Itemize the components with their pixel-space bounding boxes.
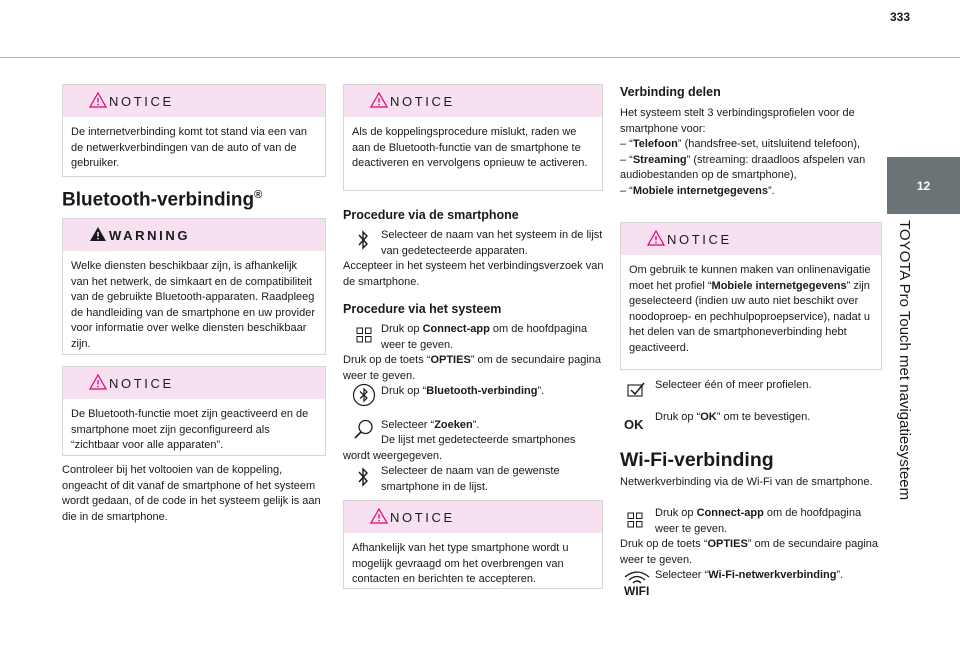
registered-mark: ® — [254, 189, 263, 201]
notice-box — [62, 84, 326, 177]
step-text: Selecteer de naam van de gewenste smartphone in de lijst. — [381, 465, 560, 493]
bluetooth-icon — [357, 229, 369, 251]
warning-triangle-icon — [89, 92, 107, 108]
checkbox-select-icon — [626, 380, 646, 400]
bluetooth-icon — [357, 466, 369, 488]
page-number: 333 — [889, 10, 911, 24]
step-text: Selecteer “Wi-Fi-netwerkverbinding”. — [655, 569, 844, 581]
profile-item: – “Streaming” (streaming: draadloos afspelen van audiobestanden op de smartphone), — [620, 153, 866, 182]
notice-text: Als de koppelingsprocedure mislukt, raden we aan de Bluetooth-functie van de smartphone te deactiveren en vervolgens opnieuw te activeren. — [352, 126, 588, 170]
step-text: Druk op Connect-app om de hoofdpagina weer te geven. — [381, 323, 588, 351]
step-text: Druk op “OK” om te bevestigen. — [655, 411, 811, 423]
ok-icon: OK — [624, 417, 644, 432]
warning-triangle-icon — [370, 92, 388, 108]
chapter-tab[interactable] — [887, 157, 960, 214]
wifi-icon — [623, 570, 651, 584]
step-text: Druk op Connect-app om de hoofdpagina weer te geven. — [655, 507, 862, 535]
step-text: Druk op “Bluetooth-verbinding”. — [381, 385, 545, 397]
warning-text: Welke diensten beschikbaar zijn, is afhankelijk van het netwerk, de simkaart en de compatibiliteit van de gebruikte Bluetooth-apparaten. Raadpleeg de handleiding van de smartphone en uw provider voor informatie over welke diensten beschikbaar zijn. — [71, 260, 315, 350]
step-text: Druk op de toets “OPTIES” om de secundaire pagina weer te geven. — [620, 538, 879, 566]
profile-item: – “Telefoon” (handsfree-set, uitsluitend telefoon), — [620, 138, 861, 151]
bluetooth-circle-icon — [352, 383, 376, 407]
notice-box — [343, 84, 603, 191]
paragraph: Controleer bij het voltooien van de koppeling, ongeacht of dit vanaf de smartphone of het systeem wordt gedaan, of de code in het systeem gelijk is aan die in de smartphone. — [62, 464, 321, 523]
notice-text: De Bluetooth-functie moet zijn geactiveerd en de smartphone moet zijn geconfigureerd als “zichtbaar voor alle apparaten”. — [71, 408, 309, 452]
step-text: De lijst met gedetecteerde smartphones wordt weergegeven. — [343, 434, 576, 462]
notice-box — [62, 366, 326, 456]
subsection-heading: Verbinding delen — [620, 85, 721, 99]
step-text: Druk op de toets “OPTIES” om de secundaire pagina weer te geven. — [343, 354, 602, 382]
notice-text: De internetverbinding komt tot stand via een van de netwerkverbindingen van de auto of van de gebruiker. — [71, 126, 308, 170]
warning-triangle-icon — [89, 226, 107, 242]
warning-triangle-icon — [89, 374, 107, 390]
step-text: Selecteer “Zoeken”. — [381, 419, 480, 431]
chapter-title: TOYOTA Pro Touch met navigatiesysteem — [896, 220, 913, 501]
chapter-number: 12 — [916, 178, 931, 193]
paragraph — [620, 106, 882, 200]
step-text: Accepteer in het systeem het verbindingsverzoek van de smartphone. — [343, 260, 604, 288]
notice-label: NOTICE — [109, 375, 174, 391]
section-heading: Wi-Fi-verbinding — [620, 449, 774, 471]
section-heading: Bluetooth-verbinding® — [62, 189, 263, 211]
subsection-heading: Procedure via het systeem — [343, 302, 502, 316]
share-intro: Het systeem stelt 3 verbindingsprofielen voor de smartphone voor: — [620, 107, 855, 135]
notice-box — [343, 500, 603, 589]
notice-box — [620, 222, 882, 370]
notice-label: NOTICE — [390, 509, 455, 525]
notice-text: Afhankelijk van het type smartphone wordt u mogelijk gevraagd om het overbrengen van contacten en berichten te accepteren. — [352, 542, 569, 586]
warning-label: WARNING — [109, 227, 191, 243]
wifi-icon-label: WIFI — [624, 584, 650, 598]
apps-grid-icon — [356, 327, 372, 343]
warning-box — [62, 218, 326, 355]
header-divider — [0, 57, 960, 58]
warning-triangle-icon — [370, 508, 388, 524]
profile-item: – “Mobiele internetgegevens”. — [620, 184, 775, 197]
notice-label: NOTICE — [390, 93, 455, 109]
notice-label: NOTICE — [667, 231, 732, 247]
paragraph: Netwerkverbinding via de Wi-Fi van de smartphone. — [620, 476, 873, 488]
notice-label: NOTICE — [109, 93, 174, 109]
step-text: Selecteer de naam van het systeem in de lijst van gedetecteerde apparaten. — [381, 229, 603, 257]
subsection-heading: Procedure via de smartphone — [343, 208, 519, 222]
warning-triangle-icon — [647, 230, 665, 246]
apps-grid-icon — [627, 512, 643, 528]
notice-text: Om gebruik te kunnen maken van onlinenavigatie moet het profiel “Mobiele internetgegevens” zijn geselecteerd (indien uw auto niet beschikt over noodoproep- en pechhulpoproepservice), nadat u het delen van de smartphoneverbinding hebt geactiveerd. — [629, 264, 871, 354]
step-text: Selecteer één of meer profielen. — [655, 379, 812, 391]
